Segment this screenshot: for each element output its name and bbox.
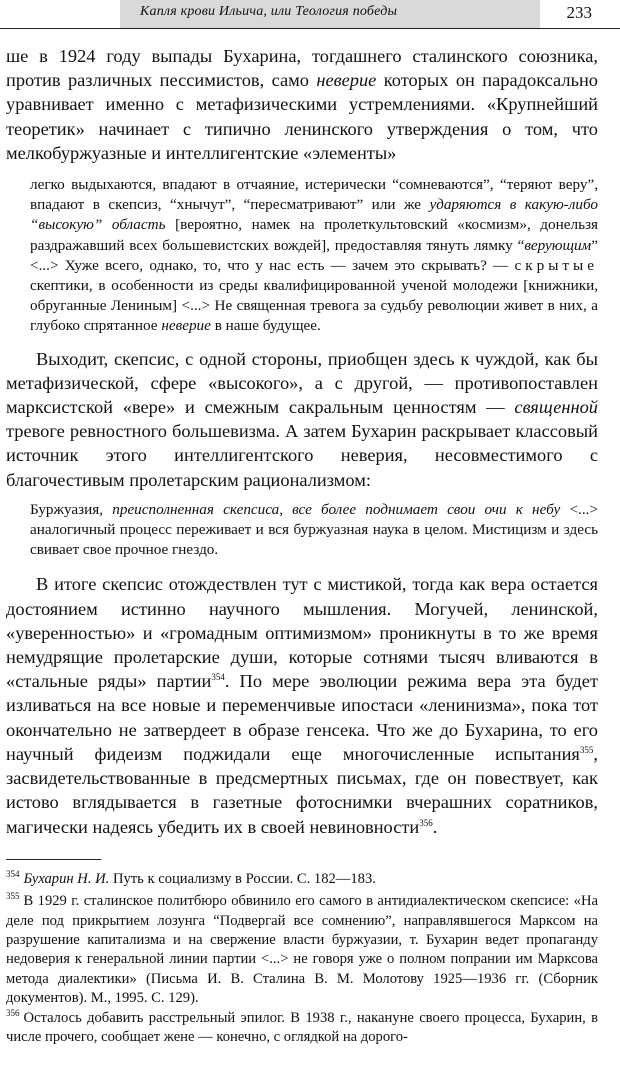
text-run: ше в 1924 году выпады Бухарина, тогдашнего сталинского союзника, против различных пессимистов, само: [6, 46, 598, 91]
footnote-354: [6, 870, 598, 889]
text-run: легко выдыхаются, впадают в отчаяние, истерически “сомневаются”, “теряют веру”, впадают в скепсиз, “хнычут”, “пересматривают” или же: [30, 176, 598, 214]
footnote-divider: [6, 859, 101, 860]
footnote-356: [6, 1009, 598, 1048]
text-run: .: [432, 816, 438, 837]
block-quote-1: [30, 175, 598, 337]
footnote-ref-354[interactable]: 354: [211, 672, 225, 683]
text-run: , засвидетельствованные в предсмертных письмах, где он повествует, как истово вглядывается в газетные фотоснимки вчерашних соратников, магически надеясь убедить их в своей невиновности: [6, 743, 598, 837]
text-run: тревоге ревностного большевизма. А затем Бухарин раскрывает классовый источник этого интеллигентского неверия, несовместимого с благочестивым пролетарским рационализмом:: [6, 421, 598, 490]
footnote-number: 354: [6, 868, 20, 879]
text-run: В итоге скепсис отождествлен тут с мистикой, тогда как вера остается достоянием истинно научного мышления. Могучей, ленинской, «уверенностью» и «громадным оптимизмом» проникнуты в то же время немудрящие пролетарские души, которые сотнями тысяч вливаются в «стальные ряды» партии: [6, 574, 598, 692]
paragraph-2: [6, 347, 598, 492]
text-run: <...> аналогичный процесс переживает и вся буржуазная наука в целом. Мистицизм и здесь свивает свое прочное гнездо.: [30, 500, 599, 559]
paragraph-3: [6, 572, 598, 838]
block-quote-2: [30, 500, 598, 561]
italic-run: преисполненная скепсиса, все более поднимает свои очи к небу: [112, 500, 561, 518]
footnote-number: 355: [6, 891, 20, 902]
italic-run: неверие: [316, 70, 377, 91]
italic-run: верующим: [524, 236, 592, 254]
spaced-run: скрытые: [514, 256, 598, 274]
text-run: Буржуазия,: [30, 500, 113, 518]
text-run: которых он парадоксально уравнивает именно с метафизическими устремлениями. «Крупнейший теоретик» начинает с типично ленинского утверждения о том, что мелкобуржуазные и интеллигентские «элементы»: [6, 70, 598, 163]
footnote-author: Бухарин Н. И.: [23, 870, 110, 887]
footnote-number: 356: [6, 1007, 20, 1018]
text-run: скептики, в особенности из среды квалифицированной ученой молодежи [книжники, обруганные Лениным] <...> Не священная тревога за судьбу революции живет в них, а глубоко спрятанное: [30, 277, 598, 335]
paragraph-1: [6, 44, 598, 165]
italic-run: неверие: [161, 317, 211, 335]
text-run: [вероятно, намек на пролеткультовский «космизм», донельзя раздражавший всех большевистских вождей], предоставляя тянуть лямку “: [30, 216, 598, 254]
footnote-355: [6, 892, 598, 1008]
footnote-ref-356[interactable]: 356: [419, 817, 433, 828]
footnote-text: В 1929 г. сталинское политбюро обвинило его самого в антидиалектическом скепсисе: «На деле под прикрытием лозунга “Подвергай все сомнению”, направлявшегося Марксом на разрушение капитализма и на свержение власти буржуазии, т. Бухарин ведет пропаганду недоверия к генеральной линии партии <...> не говоря уже о полном попрании им Марксова метода диалектики» (Письма И. В. Сталина В. М. Молотову 1925—1936 гг. (Сборник документов). М., 1995. С. 129).: [6, 893, 598, 1007]
text-run: Выходит, скепсис, с одной стороны, приобщен здесь к чуждой, как бы метафизической, сфере «высокого», а с другой, — противопоставлен марксистской «вере» и смежным сакральным ценностям —: [6, 348, 598, 418]
footnote-text: Путь к социализму в России. С. 182—183.: [109, 870, 376, 887]
footnote-text: Осталось добавить расстрельный эпилог. В 1938 г., накануне своего процесса, Бухарин, в числе прочего, сообщает жене — конечно, с оглядкой на дорого-: [6, 1009, 598, 1045]
italic-run: ударяются в какую-либо “высокую” область: [30, 196, 598, 234]
italic-run: священной: [514, 397, 598, 418]
page-body: [6, 44, 598, 1047]
text-run: в наше будущее.: [210, 317, 321, 335]
running-header: [0, 0, 620, 29]
running-title: Капля крови Ильича, или Теология победы: [140, 4, 398, 19]
text-run: . По мере эволюции режима вера эта будет изливаться на все новые и переменчивые ипостаси «ленинизма», пока тот окончательно не затвердеет в образе генсека. Что же до Бухарина, то его научный фидеизм поджидали еще многочисленные испытания: [6, 671, 598, 764]
footnote-ref-355[interactable]: 355: [579, 744, 594, 755]
text-run: ” <...> Хуже всего, однако, то, что у нас есть — зачем это скрывать? —: [30, 236, 598, 274]
page-number: 233: [566, 3, 592, 22]
